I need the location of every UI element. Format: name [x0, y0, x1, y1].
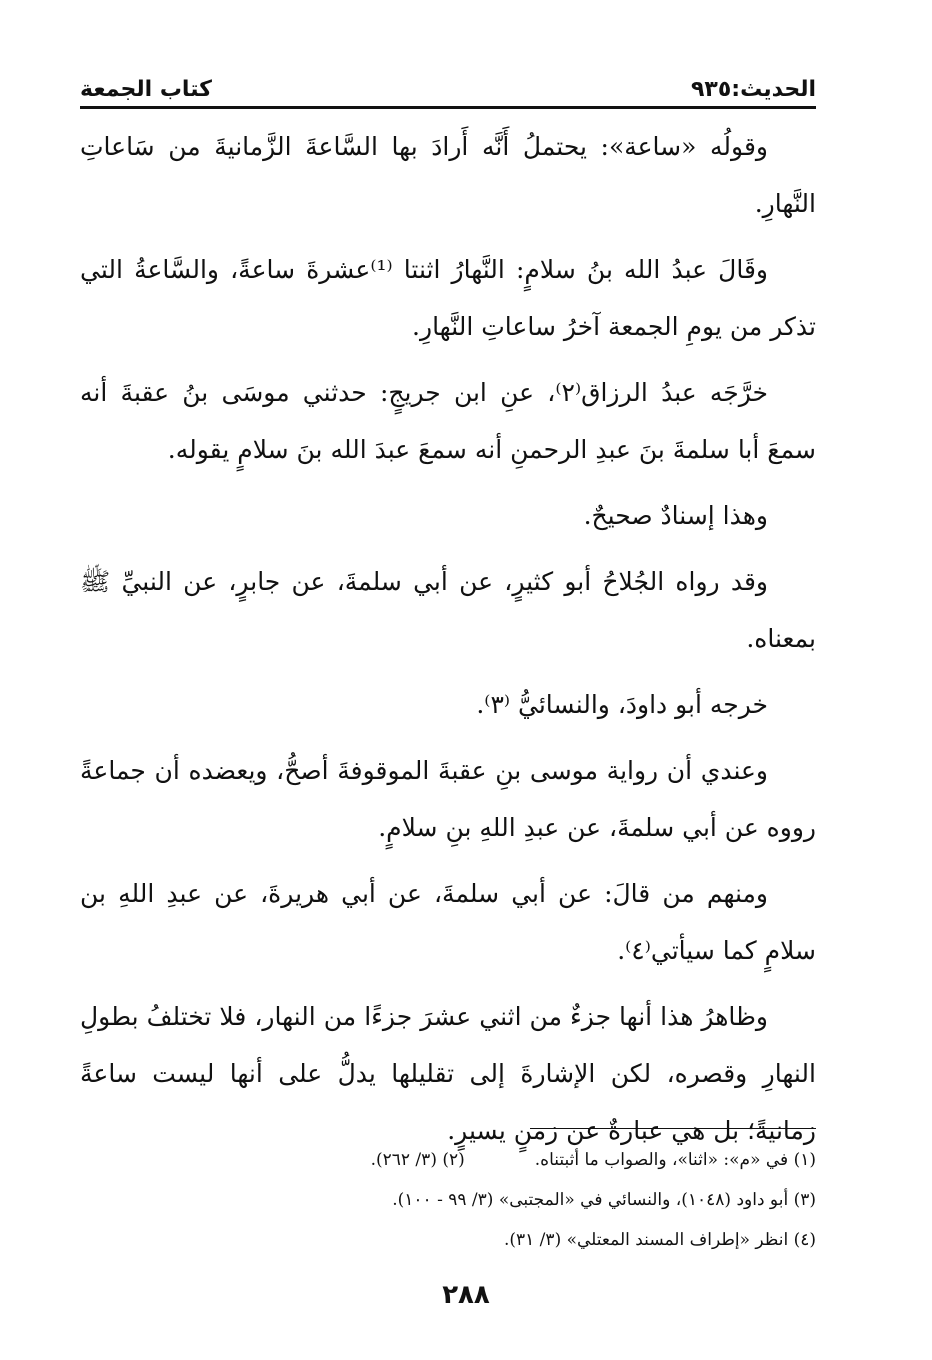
footnote-row: [80, 1180, 816, 1220]
footnote-4: (٤) انظر «إطراف المسند المعتلي» (٣/ ٣١).: [503, 1230, 816, 1250]
main-text: [80, 118, 816, 1168]
footnotes: [80, 1140, 816, 1260]
footnote-1: (١) في «م»: «اثنا»، والصواب ما أثبتناه.: [534, 1150, 816, 1170]
paragraph: خرجه أبو داودَ، والنسائيُّ ⁽٣⁾.: [476, 690, 768, 719]
hadith-number: الحديث:٩٣٥: [690, 77, 816, 102]
paragraph: وقد رواه الجُلاحُ أبو كثيرٍ، عن أبي سلمةَ، عن جابرٍ، عن النبيِّ ﷺ بمعناه.: [80, 567, 816, 653]
paragraph: وعندي أن رواية موسى بنِ عقبةَ الموقوفةَ أصحُّ، ويعضده أن جماعةً رووه عن أبي سلمةَ، عن عبدِ اللهِ بنِ سلامٍ.: [80, 756, 816, 842]
footnote-row: [80, 1220, 816, 1260]
paragraph: وقَالَ عبدُ الله بنُ سلامٍ: النَّهارُ اثنتا ⁽¹⁾عشرةَ ساعةً، والسَّاعةُ التي تذكر من يومِ الجمعة آخرُ ساعاتِ النَّهارِ.: [80, 255, 816, 341]
running-header: [80, 62, 816, 109]
book-title: كتاب الجمعة: [80, 77, 212, 102]
footnote-divider: [530, 1128, 816, 1129]
paragraph: خرَّجَه عبدُ الرزاق⁽٢⁾، عنِ ابن جريجٍ: حدثني موسَى بنُ عقبةَ أنه سمعَ أبا سلمةَ بنَ عبدِ الرحمنِ أنه سمعَ عبدَ الله بنَ سلامٍ يقوله.: [80, 378, 816, 464]
footnote-row: [80, 1140, 816, 1180]
footnote-2: (٢) (٣/ ٢٦٢).: [370, 1150, 465, 1170]
paragraph: وهذا إسنادٌ صحيحٌ.: [583, 501, 768, 530]
paragraph: وظاهرُ هذا أنها جزءٌ من اثني عشرَ جزءًا من النهار، فلا تختلفُ بطولِ النهارِ وقصره، لكن الإشارةَ إلى تقليلها يدلُّ على أنها ليست ساعةً زمانيةً؛ بل هي عبارةٌ عن زمنٍ يسيرٍ.: [80, 1002, 816, 1145]
paragraph: وقولُه «ساعة»: يحتملُ أَنَّه أَرادَ بها السَّاعةَ الزَّمانيةَ من سَاعاتِ النَّهارِ.: [80, 132, 816, 218]
paragraph: ومنهم من قالَ: عن أبي سلمةَ، عن أبي هريرةَ، عن عبدِ اللهِ بن سلامٍ كما سيأتي⁽٤⁾.: [80, 879, 816, 965]
footnote-3: (٣) أبو داود (١٠٤٨)، والنسائي في «المجتبى» (٣/ ٩٩ - ١٠٠).: [392, 1190, 816, 1210]
page-number: ٢٨٨: [442, 1280, 490, 1310]
